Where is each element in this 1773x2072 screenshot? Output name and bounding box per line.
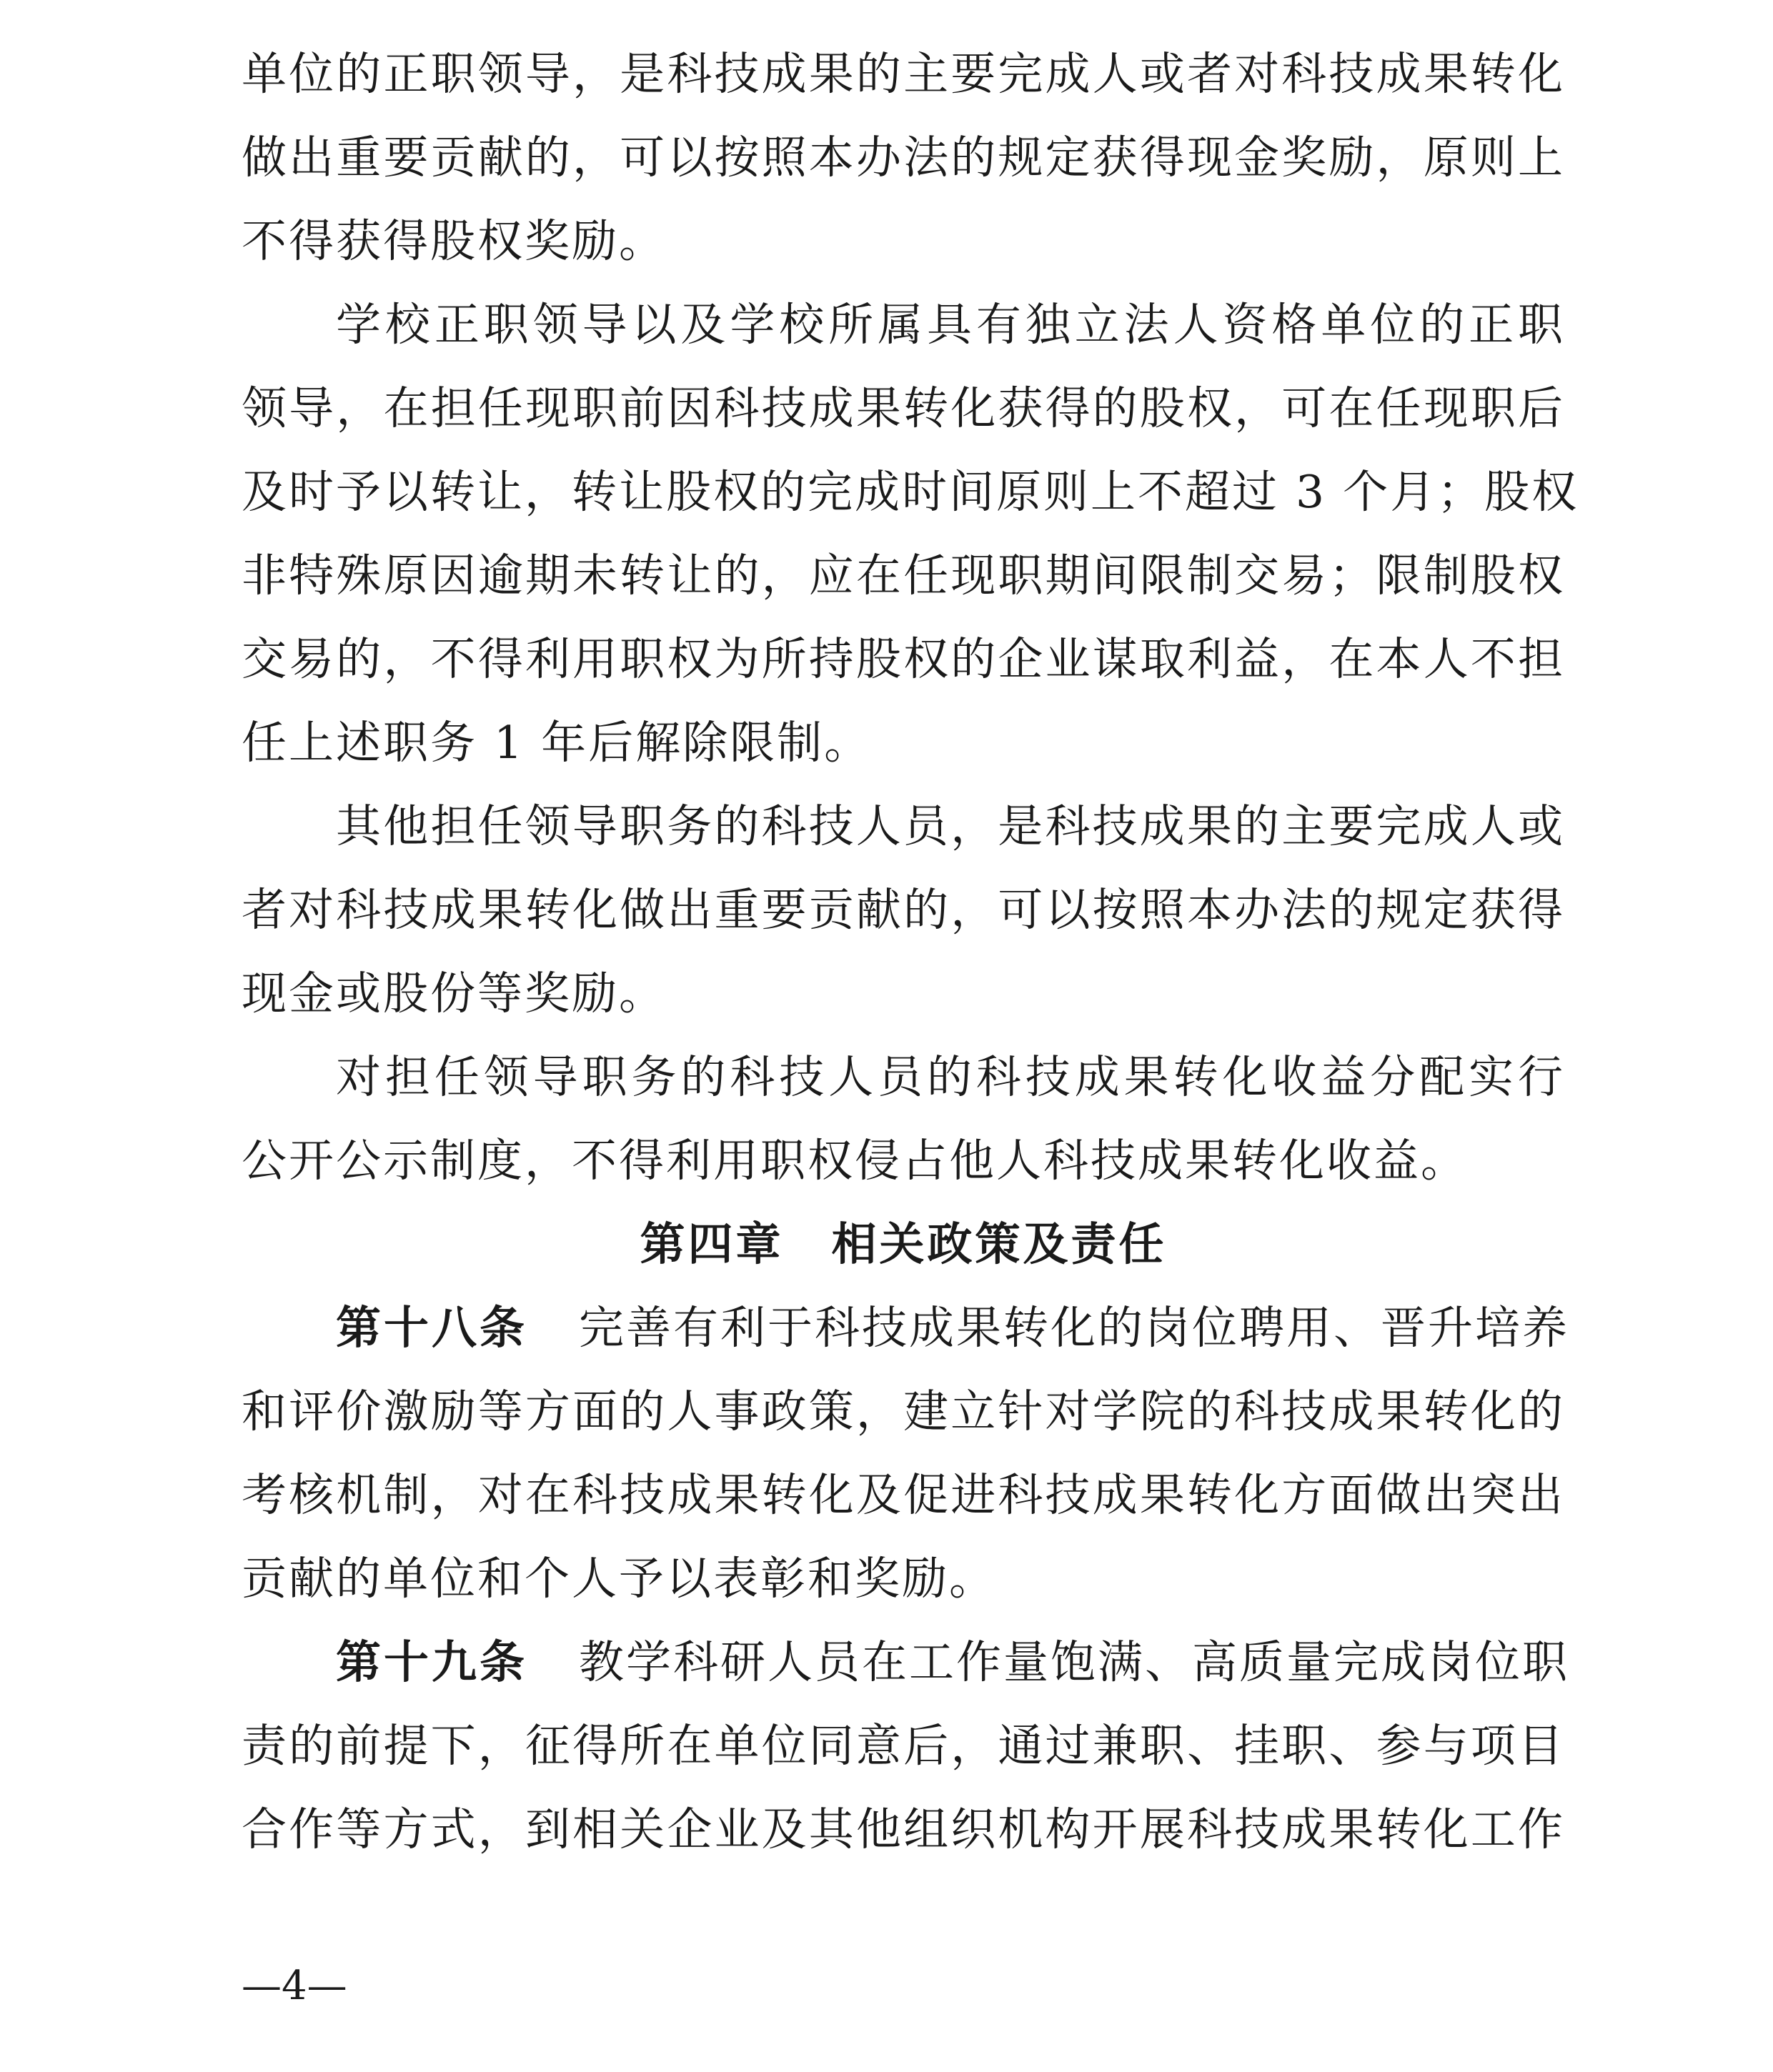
- paragraph-line: 对担任领导职务的科技人员的科技成果转化收益分配实行: [336, 1051, 1565, 1103]
- paragraph-line: 者对科技成果转化做出重要贡献的，可以按照本办法的规定获得: [242, 884, 1565, 936]
- paragraph-line: 合作等方式，到相关企业及其他组织机构开展科技成果转化工作: [242, 1803, 1565, 1856]
- paragraph-line: 贡献的单位和个人予以表彰和奖励。: [242, 1553, 996, 1605]
- paragraph-line: 非特殊原因逾期未转让的，应在任现职期间限制交易；限制股权: [242, 549, 1565, 602]
- paragraph-line: 公开公示制度，不得利用职权侵占他人科技成果转化收益。: [242, 1135, 1468, 1187]
- article-text: 教学科研人员在工作量饱满、高质量完成岗位职: [579, 1636, 1569, 1688]
- paragraph-line: 不得获得股权奖励。: [242, 215, 666, 267]
- paragraph-line: 现金或股份等奖励。: [242, 967, 666, 1020]
- paragraph-line: 和评价激励等方面的人事政策，建立针对学院的科技成果转化的: [242, 1385, 1565, 1438]
- paragraph-line: 交易的，不得利用职权为所持股权的企业谋取利益，在本人不担: [242, 633, 1565, 685]
- article-number: 第十九条: [336, 1635, 527, 1688]
- paragraph-1: [242, 32, 1565, 283]
- paragraph-line: 其他担任领导职务的科技人员，是科技成果的主要完成人或: [336, 800, 1565, 852]
- chapter-heading: 第四章 相关政策及责任: [640, 1217, 1167, 1270]
- paragraph-4: [242, 1035, 1565, 1202]
- paragraph-line: 考核机制，对在科技成果转化及促进科技成果转化方面做出突出: [242, 1469, 1565, 1521]
- page-number: —4—: [242, 1963, 347, 2009]
- paragraph-line: 学校正职领导以及学校所属具有独立法人资格单位的正职: [336, 299, 1565, 351]
- article-first-line: [242, 1286, 1569, 1370]
- paragraph-line: 单位的正职领导，是科技成果的主要完成人或者对科技成果转化: [242, 48, 1565, 100]
- paragraph-line: 责的前提下，征得所在单位同意后，通过兼职、挂职、参与项目: [242, 1720, 1565, 1772]
- paragraph-line: 做出重要贡献的，可以按照本办法的规定获得现金奖励，原则上: [242, 131, 1565, 184]
- paragraph-line: 任上述职务 1 年后解除限制。: [242, 717, 872, 769]
- article-text: 完善有利于科技成果转化的岗位聘用、晋升培养: [579, 1302, 1569, 1354]
- article-first-line: [242, 1620, 1569, 1704]
- article-number: 第十八条: [336, 1301, 527, 1354]
- paragraph-3: [242, 785, 1565, 1035]
- article-19: [242, 1620, 1569, 1871]
- document-page: [242, 32, 1579, 1871]
- paragraph-2: [242, 283, 1579, 785]
- paragraph-line: 领导，在担任现职前因科技成果转化获得的股权，可在任现职后: [242, 382, 1565, 434]
- article-18: [242, 1286, 1569, 1620]
- paragraph-line: 及时予以转让，转让股权的完成时间原则上不超过 3 个月；股权: [242, 466, 1579, 518]
